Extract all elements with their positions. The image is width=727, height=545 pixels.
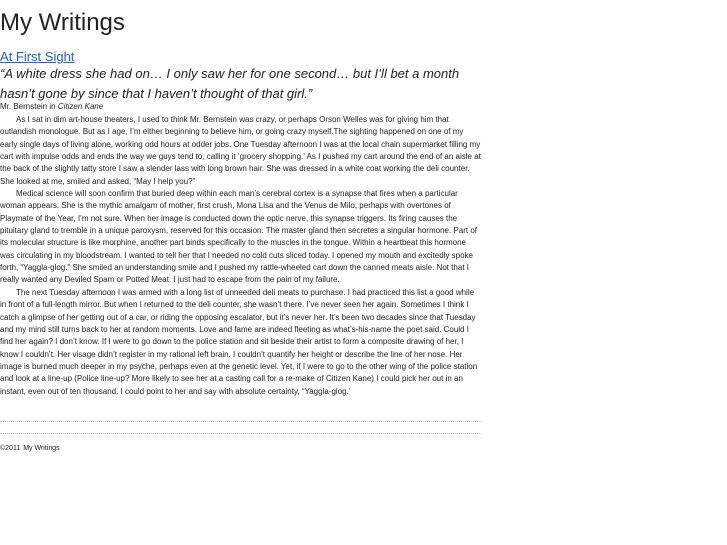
divider — [0, 433, 482, 434]
footer — [0, 444, 60, 454]
footer-copyright: ©2011 — [0, 445, 21, 452]
attribution-prefix: Mr. Bernstein in — [0, 102, 58, 111]
post-quote: “A white dress she had on… I only saw her for one second… but I’ll bet a month hasn’t gone by since that I haven’t thought of that girl.” — [0, 66, 460, 101]
post-title-link[interactable]: At First Sight — [0, 49, 75, 64]
post-body — [0, 114, 482, 398]
quote-attribution — [0, 101, 103, 113]
footer-site-name: My Writings — [23, 445, 60, 452]
site-title[interactable]: My Writings — [0, 9, 125, 36]
paragraph: Medical science will soon confirm that buried deep within each man’s cerebral cortex is a synapse that fires when a particular woman appears. She is the mythic amalgam of mother, first crush, Mona Lisa and the Venus de Milo, perhaps with overtones of Playmate of the Year, I’m not sure. When her image is conducted down the optic nerve, this synapse triggers. Its firing causes the pituitary gland to tremble in a unique paroxysm, reserved for this occasion. The master gland then secretes a singular hormone. Part of its molecular structure is like morphine, another part binds specifically to the muscles in the tongue. Within a heartbeat this hormone was circulating in my bloodstream. I wanted to tell her that I needed no cold cuts sliced today. I opened my mouth and excitedly spoke forth, “Yaggla-glog.” She smiled an understanding smile and I pushed my rattle-wheeled cart down the canned meats aisle. Not that I really wanted any Deviled Spam or Potted Meat. I just had to escape from the pain of my failure. — [0, 189, 477, 285]
paragraph: The next Tuesday afternoon I was armed with a long list of unneeded deli meats to purchase. I had practiced this list a good while in front of a full-length mirror. But when I returned to the deli counter, she wasn’t there. I’ve never seen her again. Sometimes I think I catch a glimpse of her getting out of a car, or riding the opposing escalator, but it’s never her. It’s been two decades since that Tuesday and my mind still turns back to her at random moments. Love and fame are indeed fleeting as what’s-his-name the poet said. Could I find her again? I don’t know. If I were to go down to the police station and sit beside their artist to form a composite drawing of her, I know I couldn’t. Her visage didn’t register in my rational left brain. I couldn’t quantify her height or describe the line of her nose. Her image is burned much deeper in my psyche, perhaps even at the genetic level. Yet, if I were to go to the other wing of the police station and look at a line-up (Police line-up? More likely to see her at a casting call for a re-make of Citizen Kane) I could pick her out in an instant, even out of ten thousand. I could point to her and say with absolute certainty, “Yaggla-glog.’ — [0, 287, 478, 396]
divider — [0, 421, 482, 422]
paragraph: As I sat in dim art-house theaters, I used to think Mr. Bernstein was crazy, or perhaps Orson Welles was for giving him that outlandish monologue. But as I age, I’m either beginning to believe him, or going crazy myself.The sighting happened on one of my early single days of living alone, working odd hours at odder jobs. One Tuesday afternoon I was at the local chain supermarket filling my cart with impulse odds and ends the way we guys tend to, calling it ‘grocery shopping.’ As I pushed my cart around the end of an aisle at the back of the slightly tatty store I saw a slender lass with long brown hair. She was dressed in a white coat working the deli counter. She looked at me, smiled and asked, “May I help you?” — [0, 115, 481, 186]
attribution-work: Citizen Kane — [57, 102, 104, 111]
